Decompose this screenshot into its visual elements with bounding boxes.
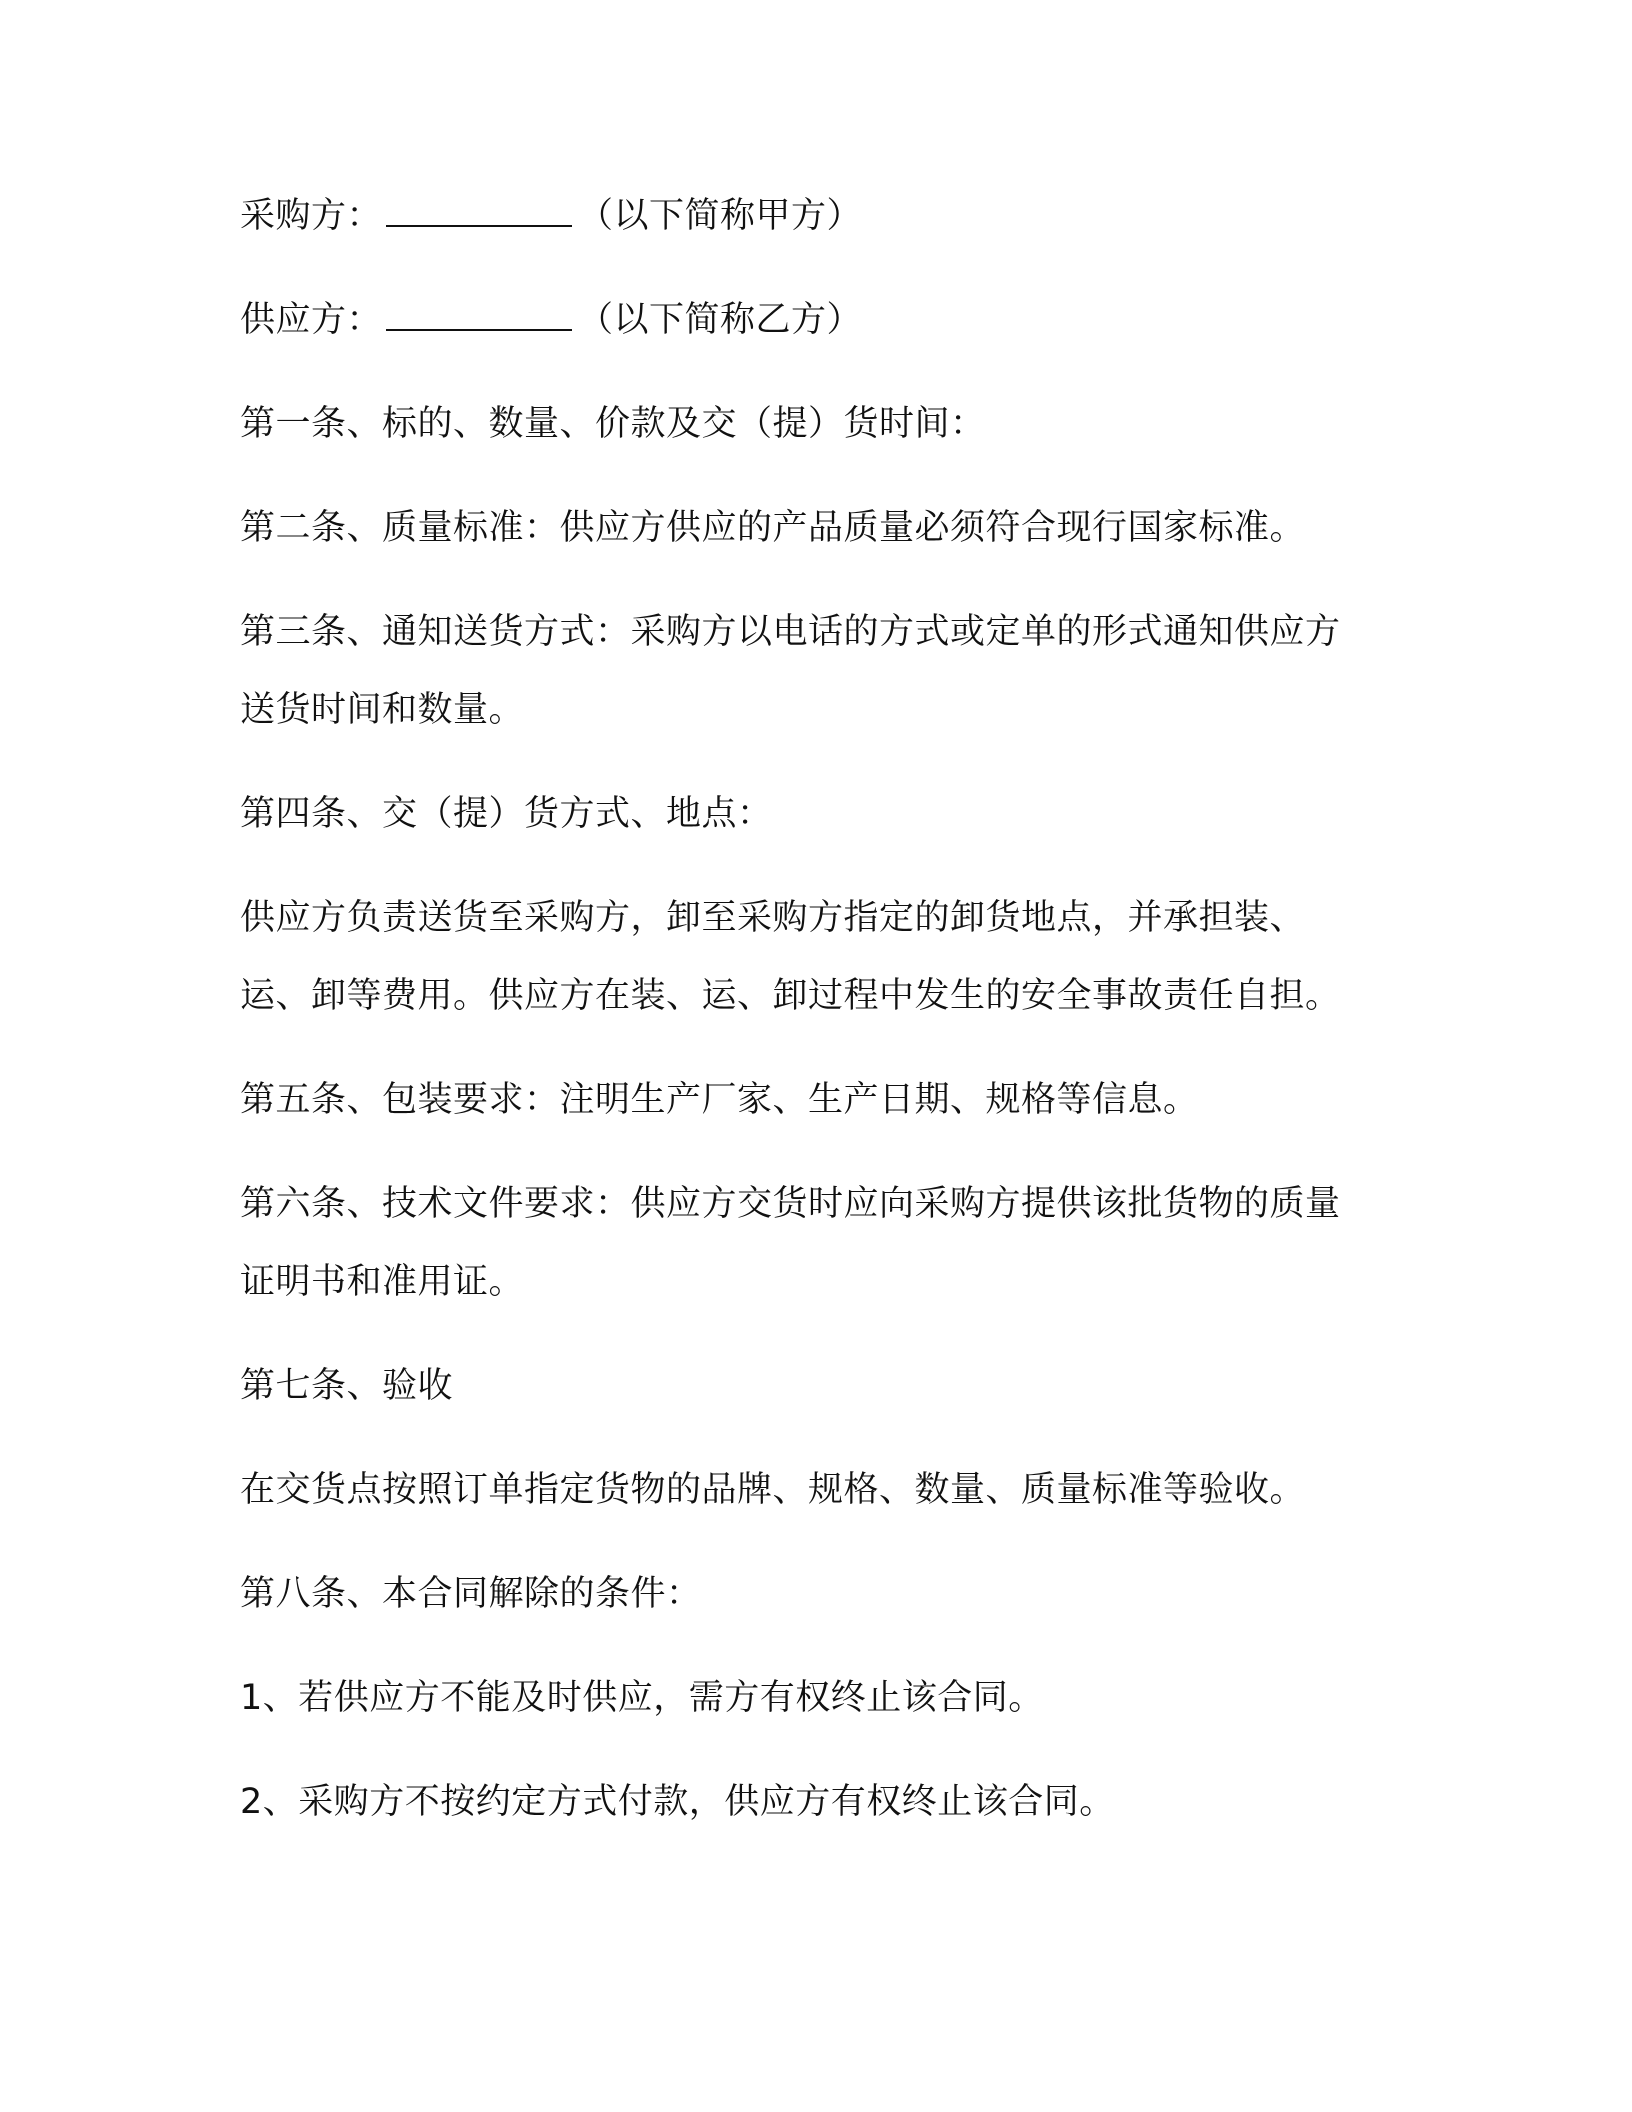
article-1: 第一条、标的、数量、价款及交（提）货时间： xyxy=(240,404,986,444)
buyer-suffix: （以下简称甲方） xyxy=(578,196,863,236)
supplier-suffix: （以下简称乙方） xyxy=(578,300,863,340)
article-3: 第三条、通知送货方式：采购方以电话的方式或定单的形式通知供应方送货时间和数量。 xyxy=(240,612,1341,730)
article-4-body: 供应方负责送货至采购方，卸至采购方指定的卸货地点，并承担装、运、卸等费用。供应方在装、运、卸过程中发生的安全事故责任自担。 xyxy=(240,898,1341,1016)
article-8-title: 第八条、本合同解除的条件： xyxy=(240,1574,702,1614)
supplier-blank xyxy=(386,299,572,331)
article-7-title: 第七条、验收 xyxy=(240,1366,454,1406)
buyer-blank xyxy=(386,195,572,227)
article-8-item-1: 1、若供应方不能及时供应，需方有权终止该合同。 xyxy=(240,1678,1044,1718)
article-5: 第五条、包装要求：注明生产厂家、生产日期、规格等信息。 xyxy=(240,1080,1199,1120)
buyer-line xyxy=(240,190,1390,242)
article-2: 第二条、质量标准：供应方供应的产品质量必须符合现行国家标准。 xyxy=(240,508,1306,548)
article-6: 第六条、技术文件要求：供应方交货时应向采购方提供该批货物的质量证明书和准用证。 xyxy=(240,1184,1341,1302)
article-7-body: 在交货点按照订单指定货物的品牌、规格、数量、质量标准等验收。 xyxy=(240,1470,1306,1510)
article-8-item-2: 2、采购方不按约定方式付款，供应方有权终止该合同。 xyxy=(240,1782,1115,1822)
supplier-line xyxy=(240,294,1390,346)
supplier-label: 供应方： xyxy=(240,300,383,340)
article-4-title: 第四条、交（提）货方式、地点： xyxy=(240,794,773,834)
buyer-label: 采购方： xyxy=(240,196,383,236)
contract-body xyxy=(240,190,1390,1880)
